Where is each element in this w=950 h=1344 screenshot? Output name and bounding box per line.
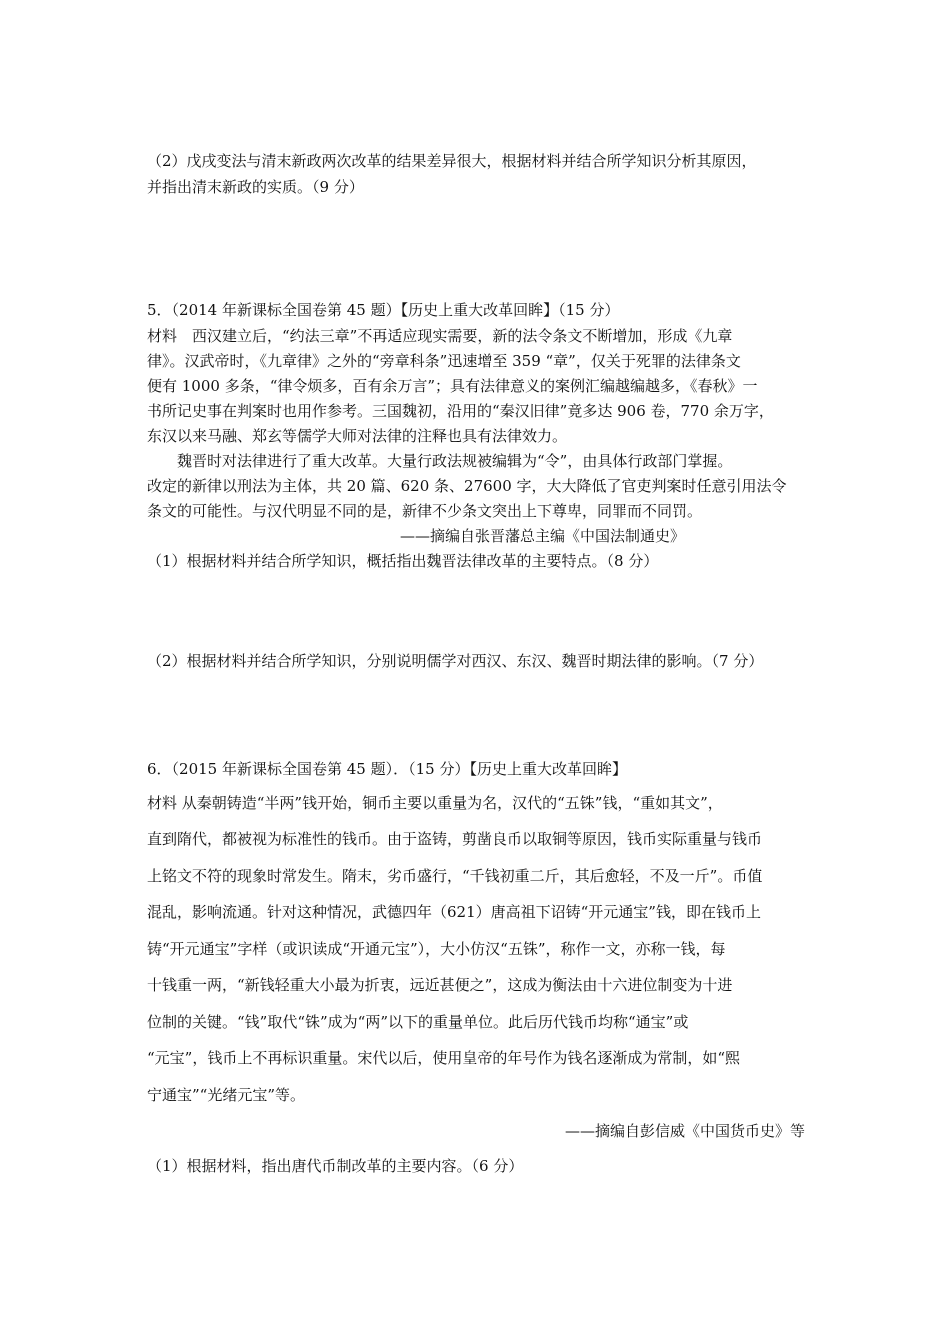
- q5-material-line: 条文的可能性。与汉代明显不同的是，新律不少条文突出上下尊卑，同罪而不同罚。: [147, 502, 703, 520]
- q6-material-line: 十钱重一两，“新钱轻重大小最为折衷，远近甚便之”，这成为衡法由十六进位制变为十进: [147, 976, 733, 994]
- q6-material-line: 上铭文不符的现象时常发生。隋末，劣币盛行，“千钱初重二斤，其后愈轻，不及一斤”。币值: [147, 867, 763, 885]
- q5-part2: （2）根据材料并结合所学知识，分别说明儒学对西汉、东汉、魏晋时期法律的影响。（7 分）: [147, 652, 764, 670]
- q5-material-line: 改定的新律以刑法为主体，共 20 篇、620 条、27600 字，大大降低了官吏判案时任意引用法令: [147, 477, 787, 495]
- q5-material-line: 律》。汉武帝时，《九章律》之外的“旁章科条”迅速增至 359 “章”，仅关于死罪的法律条文: [147, 352, 741, 370]
- q5-part1: （1）根据材料并结合所学知识，概括指出魏晋法律改革的主要特点。（8 分）: [147, 552, 659, 570]
- q6-material-line: 位制的关键。“钱”取代“铢”成为“两”以下的重量单位。此后历代钱币均称“通宝”或: [147, 1013, 689, 1031]
- q5-heading: 5．（2014 年新课标全国卷第 45 题）【历史上重大改革回眸】（15 分）: [147, 301, 620, 319]
- q5-source: ——摘编自张晋藩总主编《中国法制通史》: [400, 527, 686, 545]
- q6-material-line: 材料 从秦朝铸造“半两”钱开始，铜币主要以重量为名，汉代的“五铢”钱，“重如其文”，: [147, 794, 723, 812]
- q6-material-line: 宁通宝”“光绪元宝”等。: [147, 1086, 306, 1104]
- q6-material-line: 铸“开元通宝”字样（或识读成“开通元宝”），大小仿汉“五铢”，称作一文，亦称一钱，每: [147, 940, 726, 958]
- q6-material-line: 混乱，影响流通。针对这种情况，武德四年（621）唐高祖下诏铸“开元通宝”钱，即在钱币上: [147, 903, 761, 921]
- q5-material-line: 魏晋时对法律进行了重大改革。大量行政法规被编辑为“令”，由具体行政部门掌握。: [147, 452, 733, 470]
- q5-material-line: 便有 1000 多条，“律令烦多，百有余万言”；具有法律意义的案例汇编越编越多，《春秋》一: [147, 377, 758, 395]
- q6-heading: 6．（2015 年新课标全国卷第 45 题）．（15 分）【历史上重大改革回眸】: [147, 760, 627, 778]
- q6-part1: （1）根据材料，指出唐代币制改革的主要内容。（6 分）: [147, 1157, 524, 1175]
- q4-part2-line1: （2）戊戌变法与清末新政两次改革的结果差异很大，根据材料并结合所学知识分析其原因，: [147, 152, 757, 170]
- q5-material-line: 材料 西汉建立后，“约法三章”不再适应现实需要，新的法令条文不断增加，形成《九章: [147, 327, 733, 345]
- q6-source: ——摘编自彭信威《中国货币史》等: [564, 1122, 805, 1140]
- q5-material-line: 东汉以来马融、郑玄等儒学大师对法律的注释也具有法律效力。: [147, 427, 568, 445]
- q6-material-line: “元宝”，钱币上不再标识重量。宋代以后，使用皇帝的年号作为钱名逐渐成为常制，如“熙: [147, 1049, 741, 1067]
- q6-material-line: 直到隋代，都被视为标准性的钱币。由于盗铸，剪凿良币以取铜等原因，钱币实际重量与钱币: [147, 830, 763, 848]
- q5-material-line: 书所记史事在判案时也用作参考。三国魏初，沿用的“秦汉旧律”竟多达 906 卷，770 余万字，: [147, 402, 774, 420]
- q4-part2-line2: 并指出清末新政的实质。（9 分）: [147, 178, 364, 196]
